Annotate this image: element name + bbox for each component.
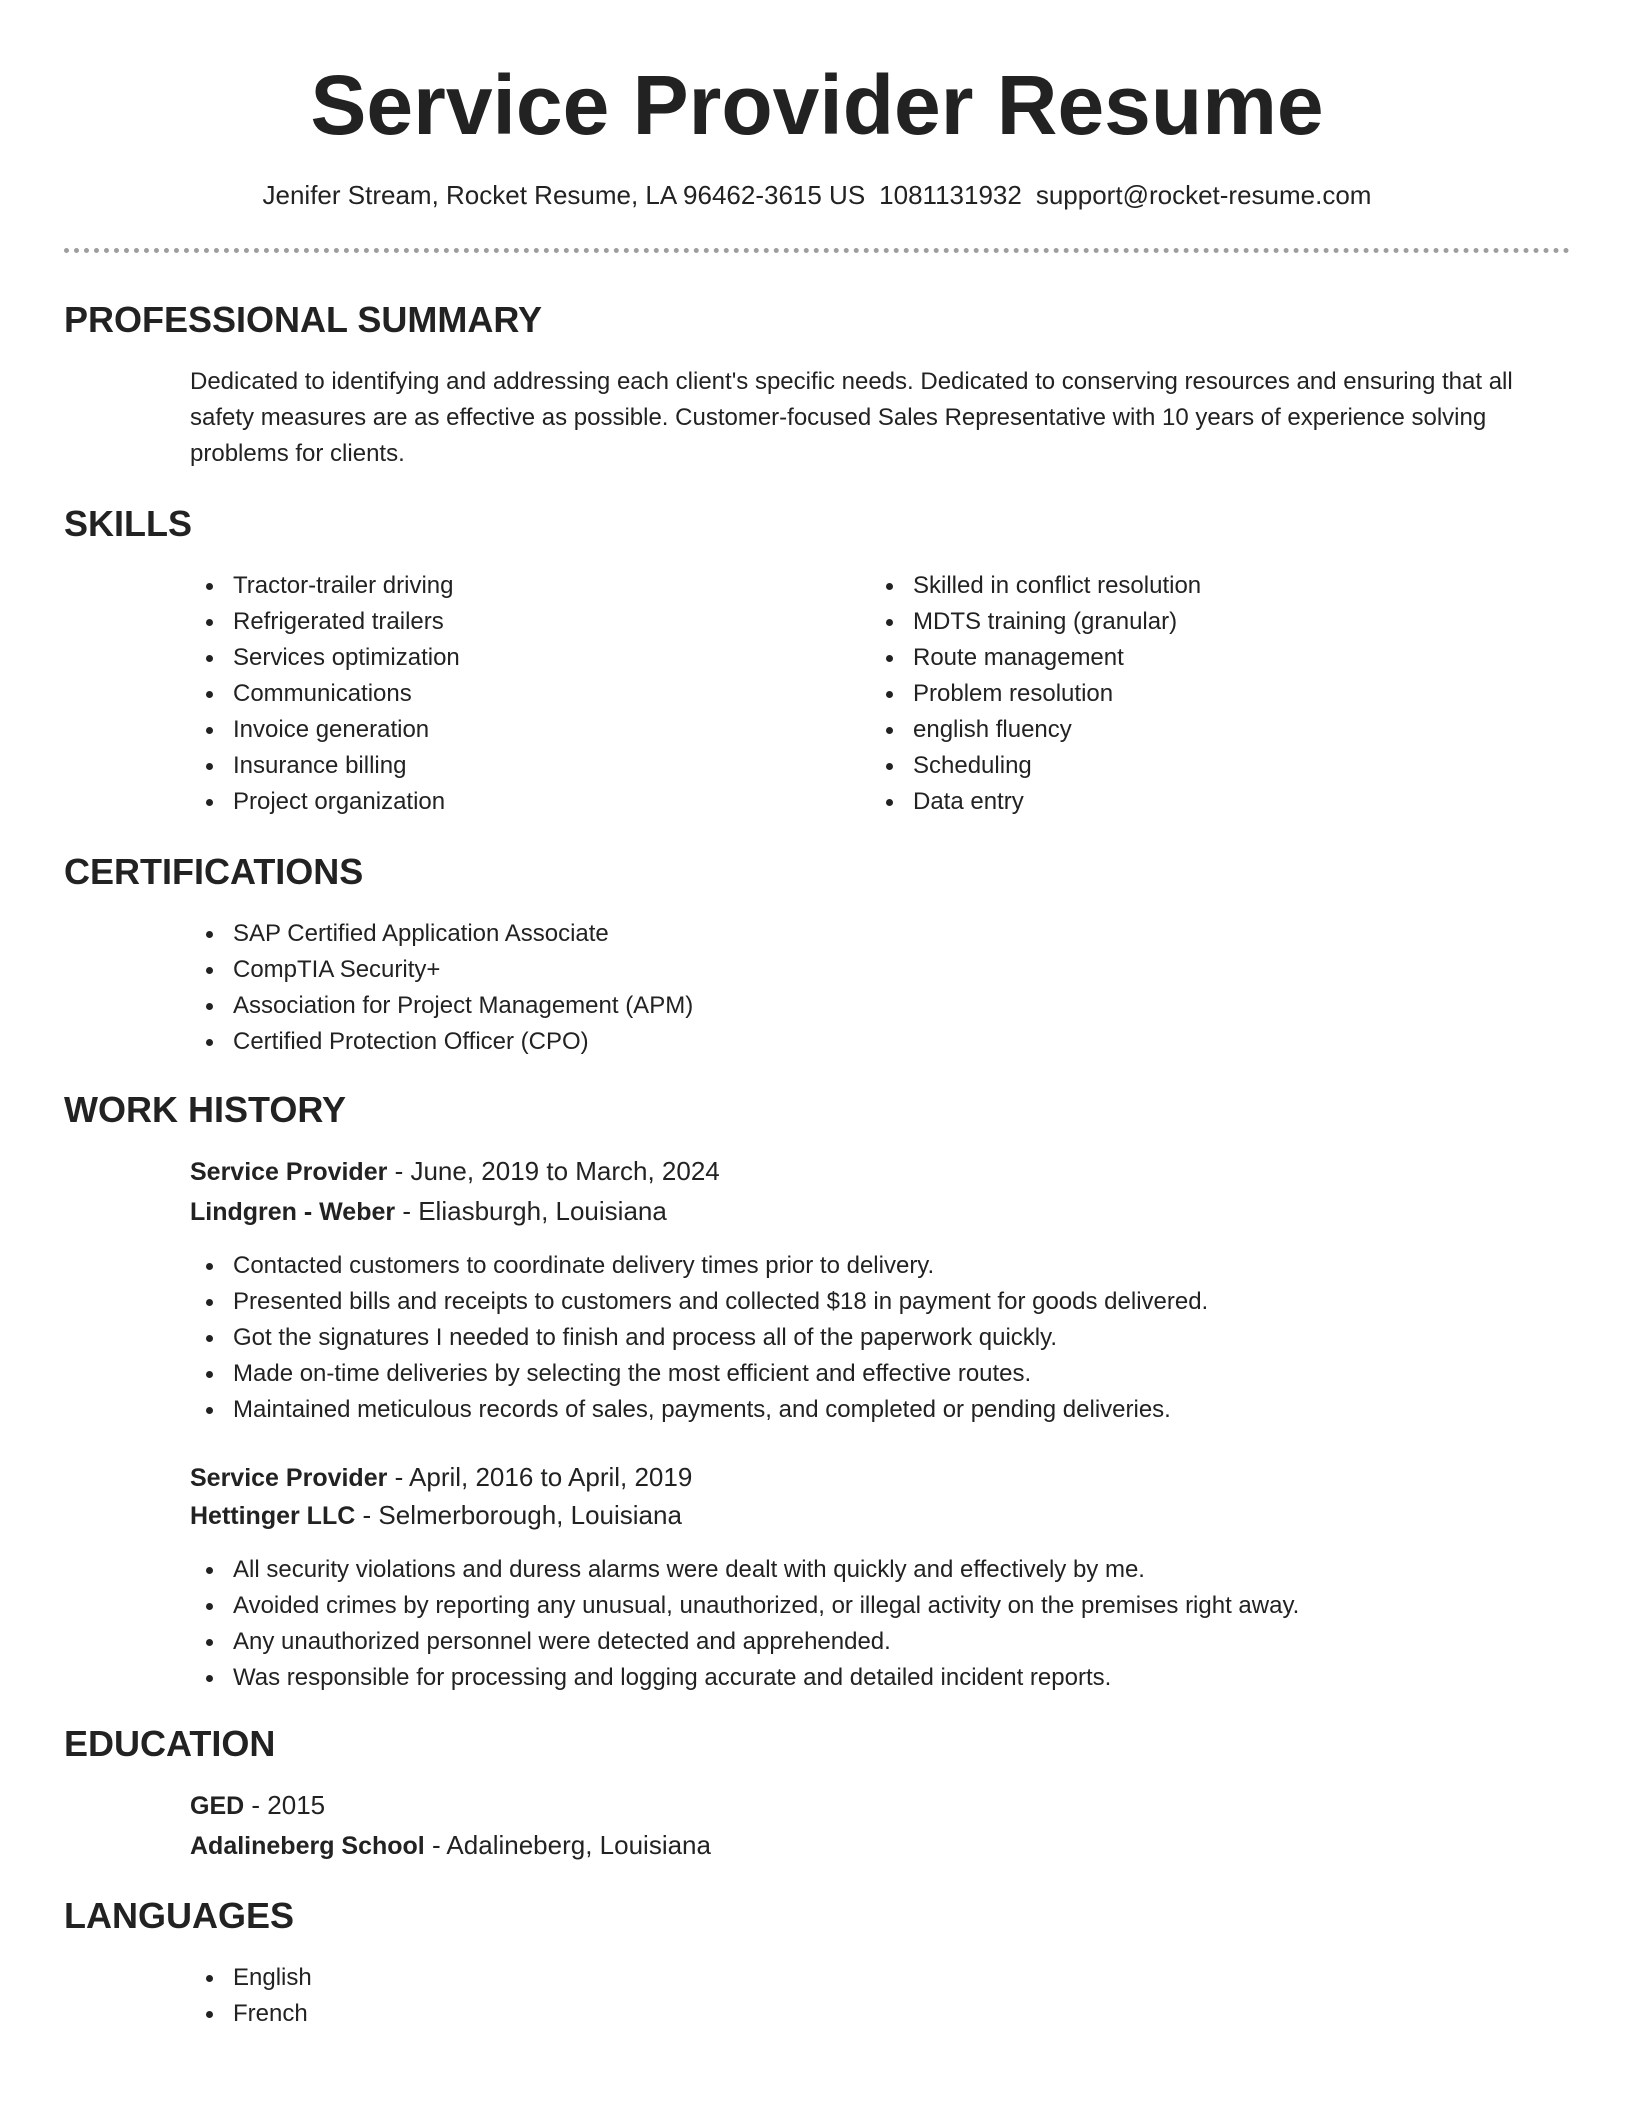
list-item: Made on-time deliveries by selecting the most efficient and effective routes. bbox=[190, 1356, 1208, 1392]
list-item: Maintained meticulous records of sales, payments, and completed or pending deliveries. bbox=[190, 1392, 1208, 1428]
job-location: - Eliasburgh, Louisiana bbox=[395, 1196, 667, 1226]
contact-phone: 1081131932 bbox=[879, 180, 1022, 210]
list-item: Got the signatures I needed to finish and process all of the paperwork quickly. bbox=[190, 1320, 1208, 1356]
job-company: Hettinger LLC bbox=[190, 1502, 356, 1530]
list-item: Refrigerated trailers bbox=[190, 604, 460, 640]
skills-list-right bbox=[870, 568, 1201, 820]
job-title-line bbox=[190, 1458, 692, 1497]
languages-heading: LANGUAGES bbox=[64, 1895, 295, 1936]
work-history-heading: WORK HISTORY bbox=[64, 1089, 347, 1130]
list-item: CompTIA Security+ bbox=[190, 952, 693, 988]
header-divider bbox=[64, 248, 1570, 253]
skills-heading: SKILLS bbox=[64, 503, 193, 544]
job-dates: - June, 2019 to March, 2024 bbox=[387, 1156, 720, 1186]
list-item: Scheduling bbox=[870, 748, 1201, 784]
job-bullets bbox=[190, 1248, 1208, 1428]
list-item: Contacted customers to coordinate delivery times prior to delivery. bbox=[190, 1248, 1208, 1284]
education-year: - 2015 bbox=[244, 1790, 326, 1820]
list-item: Project organization bbox=[190, 784, 460, 820]
list-item: Tractor-trailer driving bbox=[190, 568, 460, 604]
job-bullets bbox=[190, 1552, 1299, 1696]
certifications-heading: CERTIFICATIONS bbox=[64, 851, 364, 892]
summary-text: Dedicated to identifying and addressing each client's specific needs. Dedicated to conserving resources and ensuring that all safety measures are as effective as possible. Customer-focused Sales Representative with 10 years of experience solving problems for clients. bbox=[190, 368, 1513, 467]
education-degree: GED bbox=[190, 1792, 245, 1820]
list-item: MDTS training (granular) bbox=[870, 604, 1201, 640]
education-heading: EDUCATION bbox=[64, 1723, 276, 1764]
job-title-line bbox=[190, 1152, 720, 1191]
list-item: Data entry bbox=[870, 784, 1201, 820]
list-item: All security violations and duress alarms were dealt with quickly and effectively by me. bbox=[190, 1552, 1299, 1588]
list-item: French bbox=[190, 1996, 312, 2032]
list-item: English bbox=[190, 1960, 312, 1996]
job-location: - Selmerborough, Louisiana bbox=[355, 1500, 682, 1530]
list-item: Route management bbox=[870, 640, 1201, 676]
list-item: Problem resolution bbox=[870, 676, 1201, 712]
list-item: Was responsible for processing and logging accurate and detailed incident reports. bbox=[190, 1660, 1299, 1696]
education-school-line bbox=[190, 1826, 711, 1865]
contact-line bbox=[64, 178, 1570, 212]
skills-list-left bbox=[190, 568, 460, 820]
job-title: Service Provider bbox=[190, 1464, 388, 1492]
resume-title: Service Provider Resume bbox=[310, 58, 1324, 152]
list-item: Insurance billing bbox=[190, 748, 460, 784]
job-dates: - April, 2016 to April, 2019 bbox=[387, 1462, 693, 1492]
job-company-line bbox=[190, 1496, 682, 1535]
contact-email: support@rocket-resume.com bbox=[1035, 180, 1372, 210]
education-degree-line bbox=[190, 1786, 325, 1825]
job-company: Lindgren - Weber bbox=[190, 1198, 396, 1226]
certifications-list bbox=[190, 916, 693, 1060]
summary-heading: PROFESSIONAL SUMMARY bbox=[64, 299, 543, 340]
list-item: Presented bills and receipts to customers and collected $18 in payment for goods delivered. bbox=[190, 1284, 1208, 1320]
list-item: Avoided crimes by reporting any unusual, unauthorized, or illegal activity on the premises right away. bbox=[190, 1588, 1299, 1624]
contact-address: Jenifer Stream, Rocket Resume, LA 96462-3615 US bbox=[262, 180, 866, 210]
languages-list bbox=[190, 1960, 312, 2032]
list-item: english fluency bbox=[870, 712, 1201, 748]
list-item: Services optimization bbox=[190, 640, 460, 676]
education-school: Adalineberg School bbox=[190, 1832, 425, 1860]
list-item: Any unauthorized personnel were detected and apprehended. bbox=[190, 1624, 1299, 1660]
list-item: Communications bbox=[190, 676, 460, 712]
list-item: SAP Certified Application Associate bbox=[190, 916, 693, 952]
list-item: Certified Protection Officer (CPO) bbox=[190, 1024, 693, 1060]
list-item: Association for Project Management (APM) bbox=[190, 988, 693, 1024]
resume-page bbox=[64, 0, 1570, 2027]
job-company-line bbox=[190, 1192, 667, 1231]
list-item: Invoice generation bbox=[190, 712, 460, 748]
job-title: Service Provider bbox=[190, 1158, 388, 1186]
education-location: - Adalineberg, Louisiana bbox=[424, 1830, 711, 1860]
list-item: Skilled in conflict resolution bbox=[870, 568, 1201, 604]
